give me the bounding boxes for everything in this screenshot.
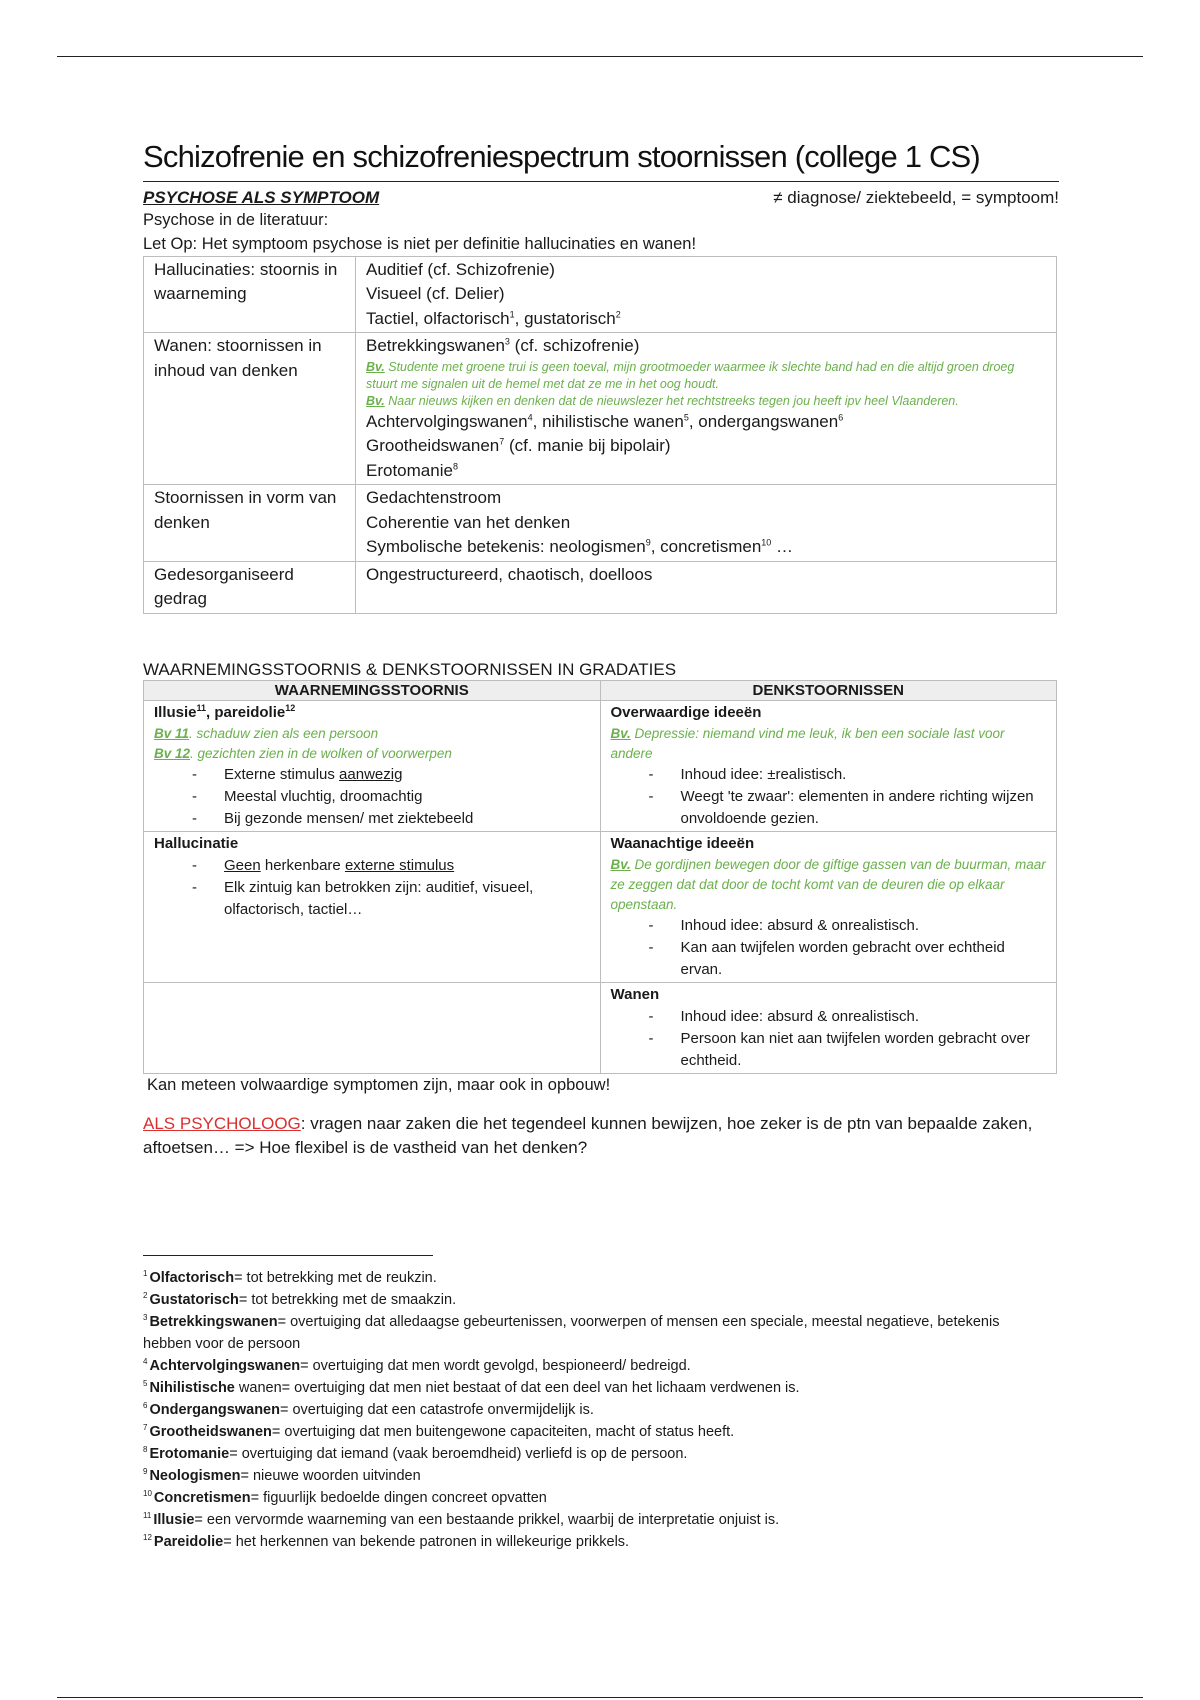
content-line: Grootheidswanen$^7$ (cf. manie bij bipolair) xyxy=(366,436,671,456)
table-row xyxy=(144,831,1057,982)
psychologist-label: ALS PSYCHOLOOG xyxy=(143,1113,301,1133)
list-item: - Geen herkenbare externe stimulus xyxy=(224,855,590,877)
cell-empty xyxy=(144,982,601,1073)
content-line: Coherentie van het denken xyxy=(366,512,571,532)
row-label: Wanen: stoornissen in inhoud van denken xyxy=(144,333,356,485)
table-header-row xyxy=(144,680,1057,700)
footnote: $^{12}$ Pareidolie= het herkennen van bekende patronen in willekeurige prikkels. xyxy=(143,1533,630,1550)
list-item: - Weegt 'te zwaar': elementen in andere richting wijzen onvoldoende gezien. xyxy=(681,786,1047,830)
footnote-separator xyxy=(143,1255,433,1256)
example-text: Bv. De gordijnen bewegen door de giftige gassen van de buurman, maar ze zeggen dat dat door de tocht komt van de deuren die op elkaar openstaan. xyxy=(610,856,1046,912)
table-row xyxy=(144,256,1057,333)
document-page xyxy=(143,138,1059,1160)
cell-illusie: Illusie$^{11}$, pareidolie$^{12}$ Bv 11. schaduw zien als een persoon Bv 12. gezichten zien in de wolken of voorwerpen - Externe stimulus aanwezig - Meestal vluchtig, droomachtig - Bij gezonde mensen/ met ziektebeeld xyxy=(144,700,601,831)
section-header xyxy=(143,188,1059,208)
content-line: Erotomanie$^8$ xyxy=(366,460,458,480)
table-row xyxy=(144,982,1057,1073)
row-content xyxy=(356,256,1057,333)
content-line: Visueel (cf. Delier) xyxy=(366,284,505,304)
content-line: Gedachtenstroom xyxy=(366,488,502,508)
footnote: $^3$ Betrekkingswanen= overtuiging dat alledaagse gebeurtenissen, voorwerpen of mensen een speciale, meestal negatieve, betekenis hebben voor de persoon xyxy=(143,1313,1000,1352)
content-line: Auditief (cf. Schizofrenie) xyxy=(366,259,555,279)
example-text: Bv 12. gezichten zien in de wolken of voorwerpen xyxy=(154,745,452,761)
bullet-list xyxy=(611,764,1047,830)
list-item: - Kan aan twijfelen worden gebracht over echtheid ervan. xyxy=(681,937,1047,981)
table-row xyxy=(144,333,1057,485)
top-rule xyxy=(57,56,1143,57)
psychosis-table xyxy=(143,256,1057,614)
list-item: - Inhoud idee: absurd & onrealistisch. xyxy=(681,915,1047,937)
footnotes xyxy=(143,1267,1043,1553)
bullet-list xyxy=(154,855,590,921)
bottom-rule xyxy=(57,1697,1143,1698)
example-text: Bv 11. schaduw zien als een persoon xyxy=(154,725,379,741)
subtitle-gradations: WAARNEMINGSSTOORNIS & DENKSTOORNISSEN IN GRADATIES xyxy=(143,659,677,679)
example-text: Bv. Studente met groene trui is geen toeval, mijn grootmoeder waarmee ik slechte band had en die altijd groen droeg stuurt me signalen uit de hemel met dat ze me in het oog houdt. xyxy=(366,359,1015,391)
symptom-note: Kan meteen volwaardige symptomen zijn, maar ook in opbouw! xyxy=(147,1075,611,1094)
footnote: $^2$ Gustatorisch= tot betrekking met de smaakzin. xyxy=(143,1291,457,1308)
example-text: Bv. Depressie: niemand vind me leuk, ik ben een sociale last voor andere xyxy=(610,725,1005,761)
content-line: Tactiel, olfactorisch$^1$, gustatorisch$^2$ xyxy=(366,308,621,328)
footnote: $^{10}$ Concretismen= figuurlijk bedoelde dingen concreet opvatten xyxy=(143,1489,547,1506)
content-line: Achtervolgingswanen$^4$, nihilistische wanen$^5$, ondergangswanen$^6$ xyxy=(366,411,844,431)
bullet-list xyxy=(611,1006,1047,1072)
footnote: $^6$ Ondergangswanen= overtuiging dat een catastrofe onvermijdelijk is. xyxy=(143,1401,594,1418)
table-row xyxy=(144,485,1057,562)
footnote: $^4$ Achtervolgingswanen= overtuiging dat men wordt gevolgd, bespioneerd/ bedreigd. xyxy=(143,1357,691,1374)
content-line: Betrekkingswanen$^3$ (cf. schizofrenie) xyxy=(366,336,640,356)
footnote: $^5$ Nihilistische wanen= overtuiging dat men niet bestaat of dat een deel van het lichaam verdwenen is. xyxy=(143,1379,800,1396)
list-item: - Inhoud idee: absurd & onrealistisch. xyxy=(681,1006,1047,1028)
section-title: PSYCHOSE ALS SYMPTOOM xyxy=(143,187,380,207)
list-item: - Meestal vluchtig, droomachtig xyxy=(224,786,590,808)
list-item: - Elk zintuig kan betrokken zijn: auditief, visueel, olfactorisch, tactiel… xyxy=(224,877,590,921)
list-item: - Persoon kan niet aan twijfelen worden gebracht over echtheid. xyxy=(681,1028,1047,1072)
row-content: Ongestructureerd, chaotisch, doelloos xyxy=(356,561,1057,613)
footnote: $^7$ Grootheidswanen= overtuiging dat men buitengewone capaciteiten, macht of status heeft. xyxy=(143,1423,735,1440)
footnote: $^1$ Olfactorisch= tot betrekking met de reukzin. xyxy=(143,1269,437,1286)
row-label: Hallucinaties: stoornis in waarneming xyxy=(144,256,356,333)
cell-overwaardige: Overwaardige ideeën Bv. Depressie: niemand vind me leuk, ik ben een sociale last voor andere - Inhoud idee: ±realistisch. - Weegt 'te zwaar': elementen in andere richting wijzen onvoldoende gezien. xyxy=(600,700,1057,831)
intro-line-2: Let Op: Het symptoom psychose is niet per definitie hallucinaties en wanen! xyxy=(143,234,697,253)
column-header: WAARNEMINGSSTOORNIS xyxy=(144,680,601,700)
column-header: DENKSTOORNISSEN xyxy=(600,680,1057,700)
page-title: Schizofrenie en schizofreniespectrum stoornissen (college 1 CS) xyxy=(143,138,1059,182)
psychologist-text: : vragen naar zaken die het tegendeel kunnen bewijzen, hoe zeker is de ptn van bepaalde zaken, aftoetsen… => Hoe flexibel is de vastheid van het denken? xyxy=(143,1113,1033,1157)
list-item: - Externe stimulus aanwezig xyxy=(224,764,590,786)
footnote: $^8$ Erotomanie= overtuiging dat iemand (vaak beroemdheid) verliefd is op de persoon. xyxy=(143,1445,688,1462)
footnote: $^{11}$ Illusie= een vervormde waarneming van een bestaande prikkel, waarbij de interpretatie onjuist is. xyxy=(143,1511,780,1528)
psychologist-note xyxy=(143,1112,1059,1160)
list-item: - Inhoud idee: ±realistisch. xyxy=(681,764,1047,786)
bullet-list xyxy=(611,915,1047,981)
row-content xyxy=(356,333,1057,485)
list-item: - Bij gezonde mensen/ met ziektebeeld xyxy=(224,808,590,830)
cell-wanen: Wanen - Inhoud idee: absurd & onrealistisch. - Persoon kan niet aan twijfelen worden gebracht over echtheid. xyxy=(600,982,1057,1073)
cell-waanachtige: Waanachtige ideeën Bv. De gordijnen bewegen door de giftige gassen van de buurman, maar ze zeggen dat dat door de tocht komt van de deuren die op elkaar openstaan. - Inhoud idee: absurd & onrealistisch. - Kan aan twijfelen worden gebracht over echtheid ervan. xyxy=(600,831,1057,982)
intro-line-1: Psychose in de literatuur: xyxy=(143,210,329,229)
footnote: $^9$ Neologismen= nieuwe woorden uitvinden xyxy=(143,1467,421,1484)
row-label: Gedesorganiseerd gedrag xyxy=(144,561,356,613)
cell-hallucinatie: Hallucinatie - Geen herkenbare externe stimulus - Elk zintuig kan betrokken zijn: auditief, visueel, olfactorisch, tactiel… xyxy=(144,831,601,982)
example-text: Bv. Naar nieuws kijken en denken dat de nieuwslezer het rechtstreeks tegen jou heeft ipv heel Vlaanderen. xyxy=(366,393,959,408)
table-row xyxy=(144,700,1057,831)
bullet-list xyxy=(154,764,590,830)
row-content xyxy=(356,485,1057,562)
section-note: ≠ diagnose/ ziektebeeld, = symptoom! xyxy=(773,187,1059,207)
row-label: Stoornissen in vorm van denken xyxy=(144,485,356,562)
content-line: Symbolische betekenis: neologismen$^9$, concretismen$^{10}$ … xyxy=(366,537,794,557)
gradations-table xyxy=(143,680,1057,1074)
table-row xyxy=(144,561,1057,613)
